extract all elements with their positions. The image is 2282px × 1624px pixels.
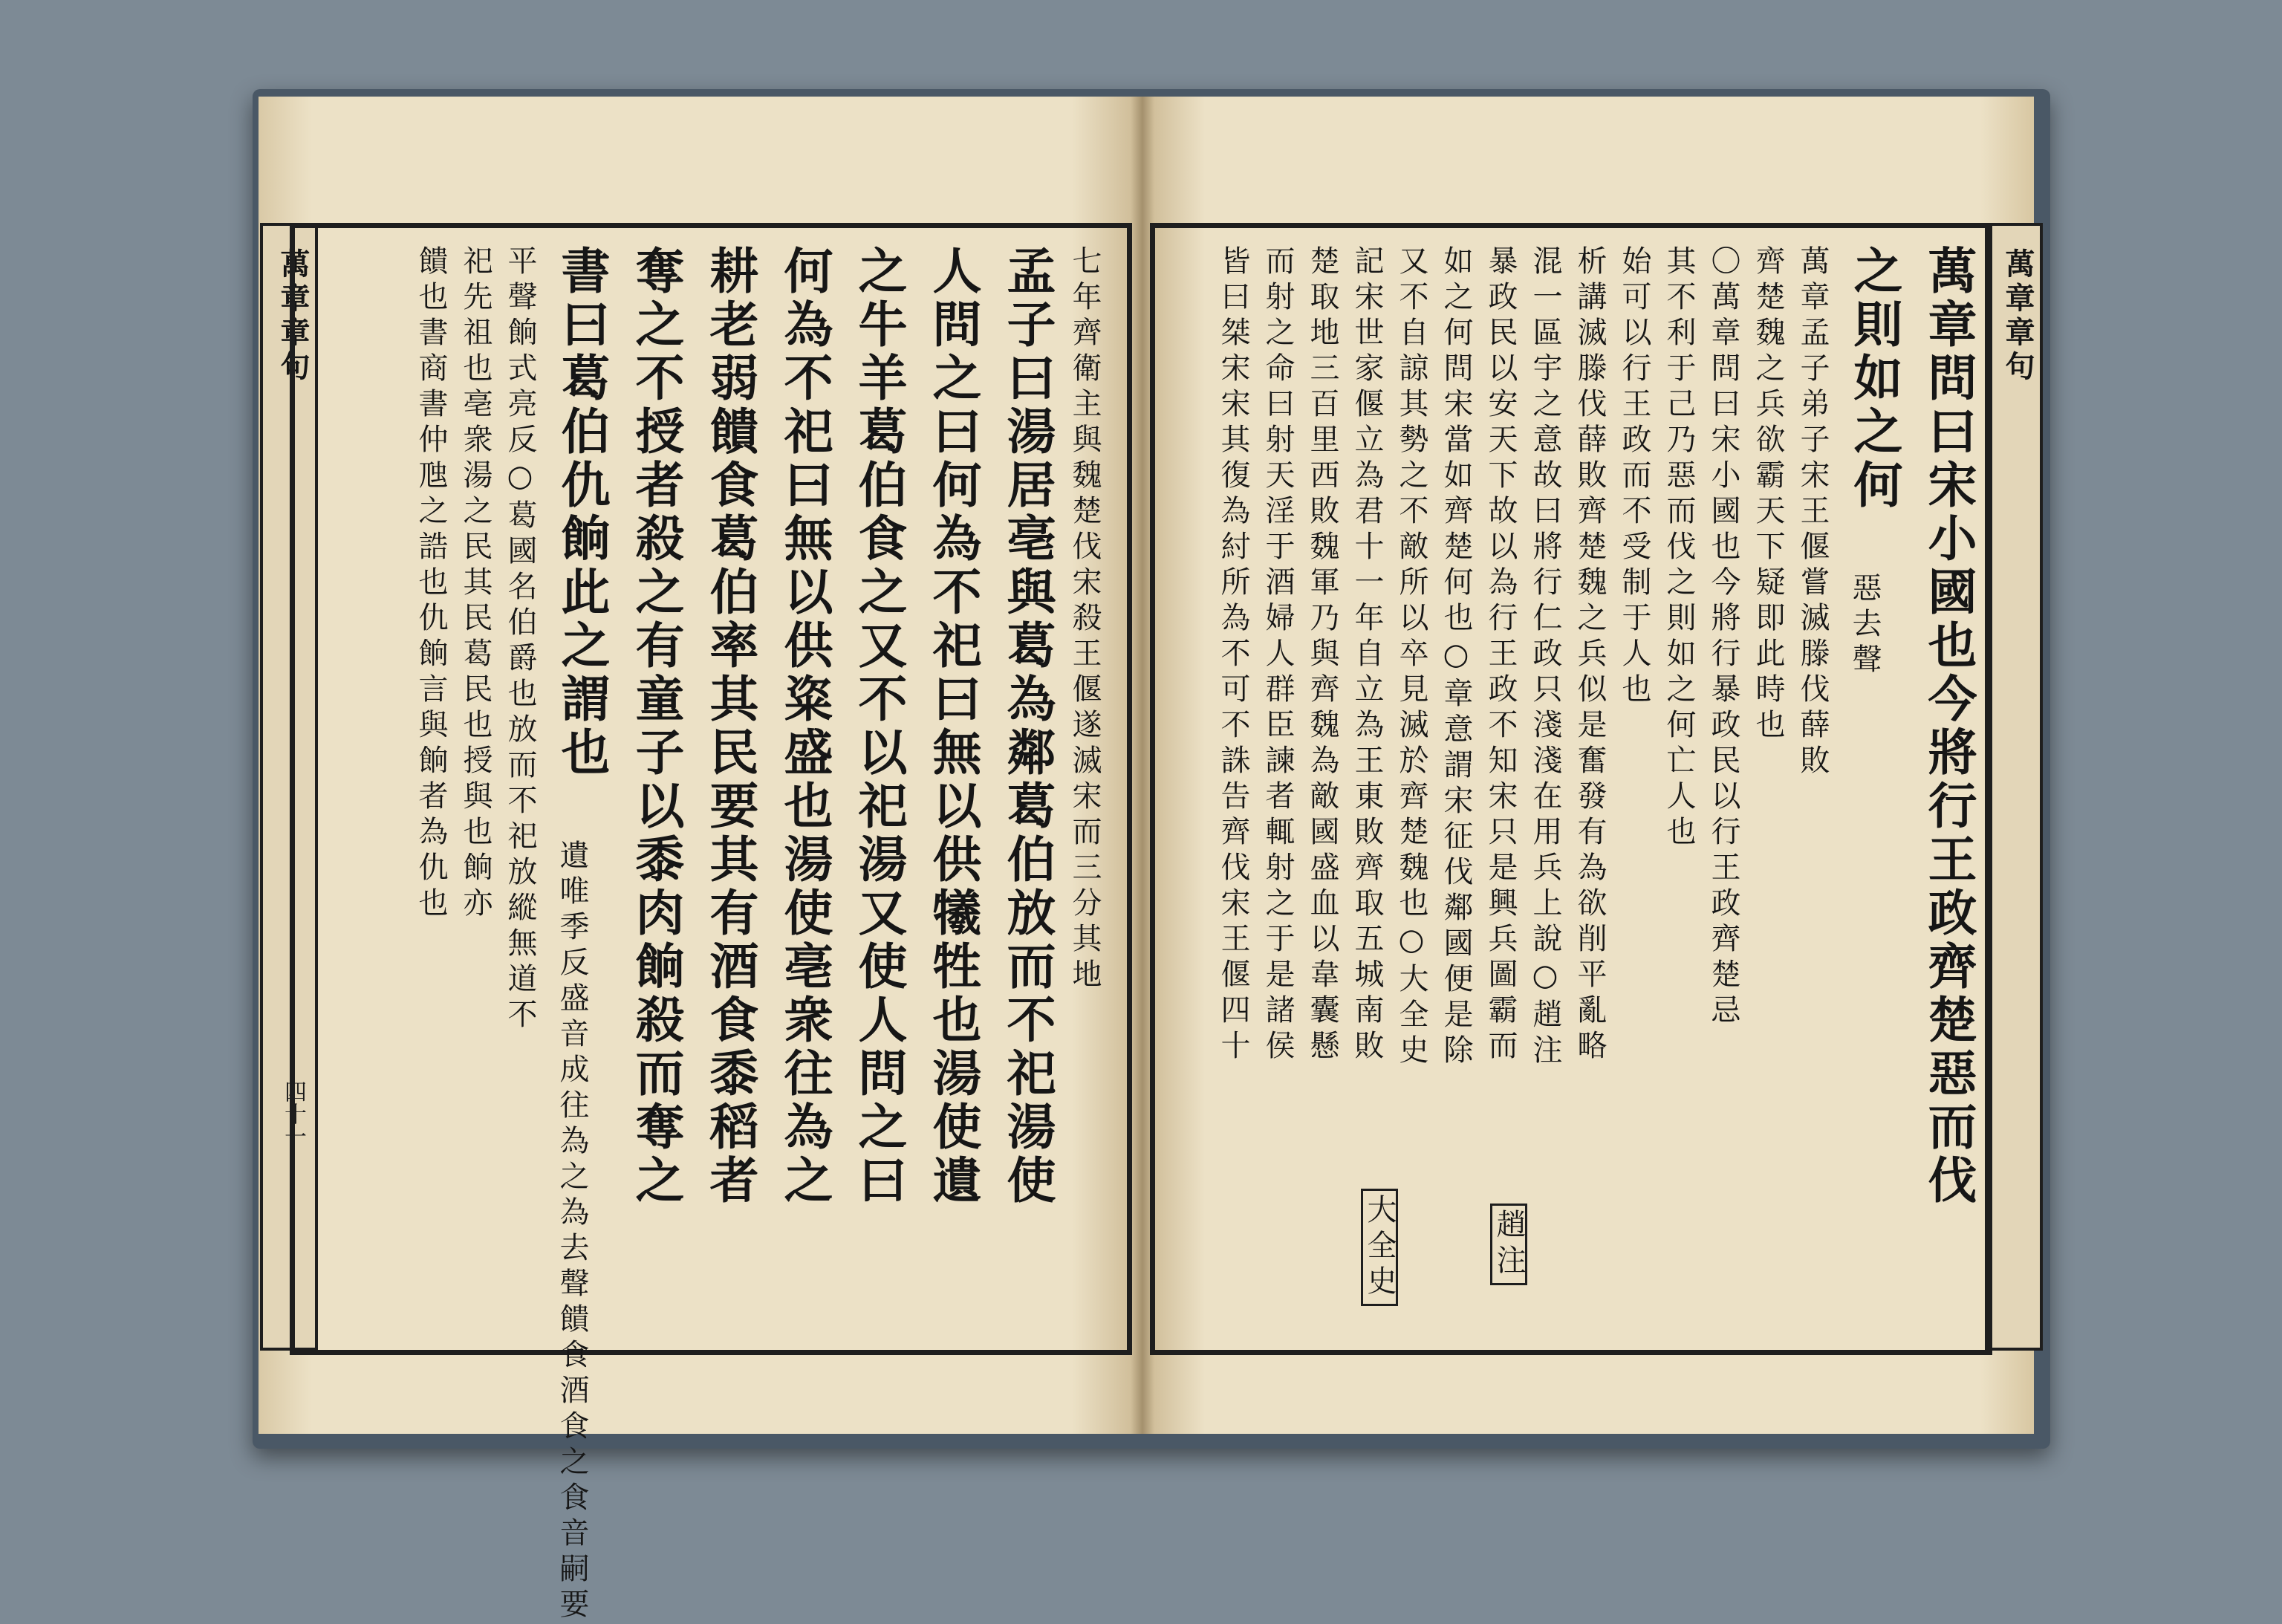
right-spine-title: 萬章章句 [2000,248,2035,385]
left-col-11: 饋也書商書仲虺之誥也仇餉言與餉者為仇也 [414,245,448,923]
right-col-2: 之則如之何 [1845,245,1903,513]
right-col-5: 〇萬章問曰宋小國也今將行暴政民以行王政齊楚忌 [1706,245,1740,1030]
left-col-6: 耕老弱饋食葛伯率其民要其有酒食黍稻者 [701,245,759,1208]
left-spine-title: 萬章章句 [276,248,311,385]
left-col-4: 之牛羊葛伯食之又不以祀湯又使人問之曰 [850,245,908,1208]
left-col-7: 奪之不授者殺之有童子以黍肉餉殺而奪之 [627,245,685,1208]
right-col-6: 其不利于己乃惡而伐之則如之何亡人也 [1662,245,1696,851]
right-col-7: 始可以行王政而不受制于人也 [1617,245,1651,709]
boxed-label-zhao: 趙注 [1490,1204,1527,1285]
right-col-15: 而射之命曰射天淫于酒婦人群臣諫者輒射之于是諸侯 [1261,245,1295,1065]
right-col-14: 楚取地三百里西敗魏軍乃與齊魏為敵國盛血以韋囊懸 [1305,245,1339,1065]
right-col-10: 暴政民以安天下故以為行王政不知宋只是興兵圖霸而 [1483,245,1518,1065]
right-col-8: 析講滅滕伐薛敗齊楚魏之兵似是奮發有為欲削平亂略 [1573,245,1607,1065]
right-col-12: 又不自諒其勢之不敵所以卒見滅於齊楚魏也○大全史 [1394,245,1428,1070]
left-col-2: 孟子曰湯居亳與葛為鄰葛伯放而不祀湯使 [998,245,1056,1208]
right-col-16: 皆曰桀宋宋其復為紂所為不可不誅告齊伐宋王偃四十 [1216,245,1250,1065]
right-col-2-mark: 惡去聲 [1847,572,1882,679]
left-col-10: 祀先祖也亳衆湯之民其民葛民也授與也餉亦 [458,245,493,923]
right-margin-column [1985,223,2043,1351]
left-col-5: 何為不祀曰無以供粢盛也湯使亳衆往為之 [776,245,833,1208]
left-col-9: 平聲餉式亮反○葛國名伯爵也放而不祀放縱無道不 [503,245,537,1034]
right-col-11: 如之何問宋當如齊楚何也○章意謂宋征伐鄰國便是除 [1439,245,1473,1070]
left-col-1: 七年齊衛主與魏楚伐宋殺王偃遂滅宋而三分其地 [1067,245,1102,994]
right-col-3: 萬章孟子弟子宋王偃嘗滅滕伐薛敗 [1795,245,1830,780]
right-col-1: 萬章問曰宋小國也今將行王政齊楚惡而伐 [1919,245,1977,1208]
right-col-9: 混一區宇之意故曰將行仁政只淺淺在用兵上說○趙注 [1528,245,1562,1070]
left-col-3: 人問之曰何為不祀曰無以供犧牲也湯使遺 [924,245,982,1208]
boxed-label-daquan: 大全史 [1361,1189,1398,1306]
left-col-8-note: 遺唯季反盛音成往為之為去聲饋食酒食之食音嗣要 [555,839,589,1624]
left-col-8: 書曰葛伯仇餉此之謂也 [553,245,611,780]
right-col-13: 記宋世家偃立為君十一年自立為王東敗齊取五城南敗 [1350,245,1384,1065]
left-page-number: 四十一 [280,1080,306,1147]
right-col-4: 齊楚魏之兵欲霸天下疑即此時也 [1751,245,1785,744]
